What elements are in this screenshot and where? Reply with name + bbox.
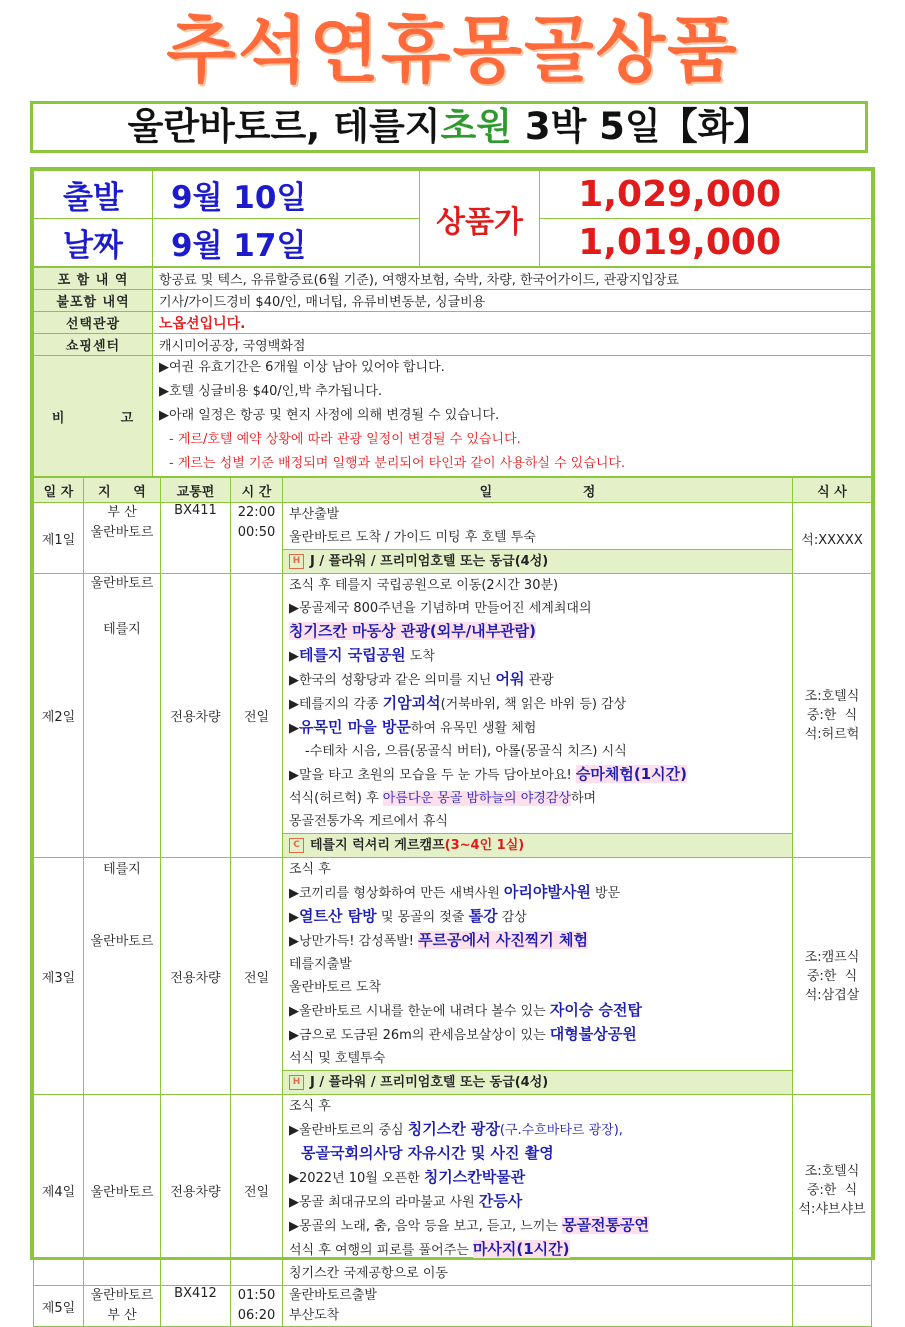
hotel-icon: H xyxy=(289,1075,304,1090)
itinerary-highlight: 자이승 승전탑 xyxy=(549,1001,643,1019)
itinerary-line: 울란바토르 도착 xyxy=(289,980,382,995)
optional-tour-value: 노옵션입니다. xyxy=(153,312,872,334)
tour-subtitle xyxy=(30,101,868,153)
itinerary-highlight: 승마체험(1시간) xyxy=(575,765,687,783)
included-value: 항공료 및 텍스, 유류할증료(6월 기준), 여행자보험, 숙박, 차량, 한국어가이드, 관광지입장료 xyxy=(153,268,872,290)
camp-line xyxy=(283,834,793,858)
day-2-meal xyxy=(793,574,872,858)
itinerary-highlight: 기암괴석 xyxy=(382,694,441,712)
meal-text: 조:호텔식 xyxy=(804,1163,860,1179)
date-label: 날짜 xyxy=(34,219,153,267)
region-text: 부 산 xyxy=(107,505,137,520)
day-2-itinerary xyxy=(283,574,793,834)
itinerary-text: ▶울란바토르의 중심 xyxy=(289,1123,408,1138)
day-5: 제5일 xyxy=(34,1286,84,1327)
itinerary-highlight: 몽골국회의사당 자유시간 및 사진 촬영 xyxy=(301,1144,554,1162)
day-1-region xyxy=(84,503,161,574)
schedule-table xyxy=(33,477,872,1327)
day-2-time: 전일 xyxy=(231,574,283,858)
camp-text: 테를지 럭셔리 게르캠프 xyxy=(310,838,445,853)
itinerary-line: 조식 후 xyxy=(289,862,331,877)
itinerary-text: 도착 xyxy=(405,649,435,664)
itinerary-text: ▶ xyxy=(289,910,299,925)
included-label: 포 함 내 역 xyxy=(34,268,153,290)
itinerary-highlight: 푸르공에서 사진찍기 체험 xyxy=(418,931,588,949)
itinerary-line: 조식 후 테를지 국립공원으로 이동(2시간 30분) xyxy=(289,578,559,593)
itinerary-text: 관광 xyxy=(524,673,554,688)
optional-tour-label: 선택관광 xyxy=(34,312,153,334)
col-day: 일 자 xyxy=(34,478,84,503)
itinerary-highlight: 칭기스칸박물관 xyxy=(423,1168,526,1186)
day-4-itinerary xyxy=(283,1095,793,1286)
itinerary-highlight: 마사지(1시간) xyxy=(472,1240,570,1258)
itinerary-line: 부산도착 xyxy=(289,1308,340,1323)
day-2-transport: 전용차량 xyxy=(161,574,231,858)
subtitle-highlight: 초원 xyxy=(440,105,512,148)
meal-text: 석:삼겹살 xyxy=(804,987,860,1003)
itinerary-highlight: 칭기스칸 광장 xyxy=(407,1120,500,1138)
excluded-label: 불포함 내역 xyxy=(34,290,153,312)
table-row xyxy=(34,503,872,527)
itinerary-line: 부산출발 xyxy=(283,503,793,527)
itinerary-text: ▶ xyxy=(289,649,299,664)
itinerary-text: (거북바위, 책 읽은 바위 등) 감상 xyxy=(440,697,627,712)
itinerary-text: ▶코끼리를 형상화하여 만든 새벽사원 xyxy=(289,886,504,901)
meal-text: 석:샤브샤브 xyxy=(798,1201,866,1217)
table-row xyxy=(34,1286,872,1327)
day-4-meal xyxy=(793,1095,872,1286)
itinerary-text: ▶테를지의 각종 xyxy=(289,697,383,712)
itinerary-highlight: 대형불상공원 xyxy=(549,1025,637,1043)
itinerary-text: ▶한국의 성황당과 같은 의미를 지닌 xyxy=(289,673,496,688)
day-3-region xyxy=(84,858,161,1095)
note-line: ▶호텔 싱글비용 $40/인,박 추가됩니다. xyxy=(159,384,383,399)
depart-label: 출발 xyxy=(34,171,153,219)
shopping-value: 캐시미어공장, 국영백화점 xyxy=(153,334,872,356)
camp-icon: C xyxy=(289,838,304,853)
itinerary-line: -수테차 시음, 으름(몽골식 버터), 아롤(몽골식 치즈) 시식 xyxy=(305,744,627,759)
day-3-time: 전일 xyxy=(231,858,283,1095)
itinerary-text: ▶말을 타고 초원의 모습을 두 눈 가득 담아보아요! xyxy=(289,768,576,783)
hotel-icon: H xyxy=(289,554,304,569)
region-text: 테를지 xyxy=(103,862,141,877)
itinerary-line: 울란바토르 도착 / 가이드 미팅 후 호텔 투숙 xyxy=(283,526,793,550)
day-1: 제1일 xyxy=(34,503,84,574)
region-text: 부 산 xyxy=(107,1308,137,1323)
subtitle-duration: 3박 5일【화】 xyxy=(511,105,771,148)
itinerary-line: 조식 후 xyxy=(289,1099,331,1114)
itinerary-line: 몽골전통가옥 게르에서 휴식 xyxy=(289,814,448,829)
day-5-time xyxy=(231,1286,283,1327)
region-text: 테를지 xyxy=(103,622,141,637)
itinerary-text: 방문 xyxy=(590,886,621,901)
itinerary-line: 석식 및 호텔투숙 xyxy=(289,1051,386,1066)
itinerary-text: 하여 유목민 생활 체험 xyxy=(410,721,537,736)
itinerary-text: 하며 xyxy=(570,791,597,806)
itinerary-highlight: 아리야발사원 xyxy=(503,883,591,901)
note-line: ▶여권 유효기간은 6개월 이상 남아 있어야 합니다. xyxy=(159,360,445,375)
meal-text: 중:한 식 xyxy=(806,1182,858,1198)
day-5-itinerary xyxy=(283,1286,793,1327)
note-line: - 게르는 성별 기준 배정되며 일행과 분리되어 타인과 같이 사용하실 수 있습니다. xyxy=(169,456,626,471)
itinerary-text: 감상 xyxy=(497,910,527,925)
meal-text: 중:한 식 xyxy=(806,968,858,984)
itinerary-highlight: 어워 xyxy=(495,670,525,688)
itinerary-text: ▶금으로 도금된 26m의 관세음보살상이 있는 xyxy=(289,1028,550,1043)
region-text: 울란바토르 xyxy=(90,1288,154,1303)
meal-text: 중:한 식 xyxy=(806,708,858,723)
itinerary-highlight: 아름다운 몽골 밤하늘의 야경감상 xyxy=(382,791,571,806)
itinerary-line: 테를지출발 xyxy=(289,957,352,972)
day-1-meal: 석:XXXXX xyxy=(793,503,872,574)
itinerary-line: 울란바토르출발 xyxy=(289,1288,377,1303)
itinerary-text: (구.수흐바타르 광장), xyxy=(499,1123,623,1138)
day-1-time xyxy=(231,503,283,574)
itinerary-text: ▶몽골 최대규모의 라마불교 사원 xyxy=(289,1195,479,1210)
day-3-transport: 전용차량 xyxy=(161,858,231,1095)
itinerary-highlight: 테를지 국립공원 xyxy=(299,646,406,664)
day-5-transport: BX412 xyxy=(161,1286,231,1327)
day-4-region: 울란바토르 xyxy=(84,1095,161,1286)
day-5-region xyxy=(84,1286,161,1327)
meal-text: 조:캠프식 xyxy=(804,949,860,965)
day-3: 제3일 xyxy=(34,858,84,1095)
time-text: 06:20 xyxy=(237,1308,276,1323)
col-meal: 식 사 xyxy=(793,478,872,503)
info-table xyxy=(33,267,872,477)
price-1: 1,029,000 xyxy=(540,171,872,219)
itinerary-text: 석식(허르헉) 후 xyxy=(289,791,383,806)
itinerary-text: ▶낭만가득! 감성폭발! xyxy=(289,934,419,949)
day-1-transport: BX411 xyxy=(161,503,231,574)
itinerary-text: ▶2022년 10월 오픈한 xyxy=(289,1171,424,1186)
day-2: 제2일 xyxy=(34,574,84,858)
time-text: 22:00 xyxy=(237,505,276,520)
table-row xyxy=(34,1095,872,1286)
table-row xyxy=(34,574,872,834)
hotel-line xyxy=(283,1071,793,1095)
itinerary-highlight: 유목민 마을 방문 xyxy=(299,718,411,736)
time-text: 00:50 xyxy=(237,525,276,540)
col-time: 시 간 xyxy=(231,478,283,503)
price-label: 상품가 xyxy=(420,171,540,267)
itinerary-highlight: 열트산 탐방 xyxy=(299,907,377,925)
itinerary-text: ▶몽골의 노래, 춤, 음악 등을 보고, 듣고, 느끼는 xyxy=(289,1219,563,1234)
subtitle-destination: 울란바토르, 테를지 xyxy=(127,105,441,148)
note-line: - 게르/호텔 예약 상황에 따라 관광 일정이 변경될 수 있습니다. xyxy=(169,432,521,447)
shopping-label: 쇼핑센터 xyxy=(34,334,153,356)
day-2-region xyxy=(84,574,161,858)
price-2: 1,019,000 xyxy=(540,219,872,267)
excluded-value: 기사/가이드경비 $40/인, 매너팁, 유류비변동분, 싱글비용 xyxy=(153,290,872,312)
depart-date-1: 9월 10일 xyxy=(153,171,420,219)
day-5-meal xyxy=(793,1286,872,1327)
hotel-text: J / 플라워 / 프리미엄호텔 또는 동급(4성) xyxy=(310,1075,549,1090)
itinerary-text: 및 몽골의 젖줄 xyxy=(376,910,469,925)
day-4-transport: 전용차량 xyxy=(161,1095,231,1286)
col-region: 지 역 xyxy=(84,478,161,503)
time-text: 01:50 xyxy=(237,1288,276,1303)
col-itinerary: 일 정 xyxy=(283,478,793,503)
itinerary-highlight: 칭기즈칸 마동상 관광(외부/내부관람) xyxy=(289,622,536,640)
price-table xyxy=(33,170,872,267)
itinerary-text: ▶울란바토르 시내를 한눈에 내려다 볼수 있는 xyxy=(289,1004,550,1019)
meal-text: 조:호텔식 xyxy=(804,689,860,704)
hotel-line xyxy=(283,550,793,574)
meal-text: 석:허르헉 xyxy=(804,727,860,742)
region-text: 울란바토르 xyxy=(90,934,154,949)
depart-date-2: 9월 17일 xyxy=(153,219,420,267)
itinerary-highlight: 톨강 xyxy=(468,907,498,925)
day-3-meal xyxy=(793,858,872,1095)
hotel-text: J / 플라워 / 프리미엄호텔 또는 동급(4성) xyxy=(310,554,549,569)
itinerary-text: 석식 후 여행의 피로를 풀어주는 xyxy=(289,1243,473,1258)
itinerary-line: ▶몽골제국 800주년을 기념하며 만들어진 세계최대의 xyxy=(289,601,592,616)
day-3-itinerary xyxy=(283,858,793,1071)
day-4: 제4일 xyxy=(34,1095,84,1286)
page-title: 추석연휴몽골상품 xyxy=(166,8,739,92)
region-text: 울란바토르 xyxy=(90,525,154,540)
day-4-time: 전일 xyxy=(231,1095,283,1286)
camp-room: (3~4인 1실) xyxy=(444,838,525,853)
itinerary-line: 칭기스칸 국제공항으로 이동 xyxy=(289,1266,448,1281)
notes-content xyxy=(153,356,872,477)
itinerary-text: ▶ xyxy=(289,721,299,736)
region-text: 울란바토르 xyxy=(90,576,154,591)
itinerary-highlight: 몽골전통공연 xyxy=(562,1216,650,1234)
notes-label: 비 고 xyxy=(34,356,153,477)
col-transport: 교통편 xyxy=(161,478,231,503)
note-line: ▶아래 일정은 항공 및 현지 사정에 의해 변경될 수 있습니다. xyxy=(159,408,500,423)
itinerary-highlight: 간등사 xyxy=(478,1192,523,1210)
tour-sheet xyxy=(30,167,875,1323)
table-row xyxy=(34,858,872,1071)
